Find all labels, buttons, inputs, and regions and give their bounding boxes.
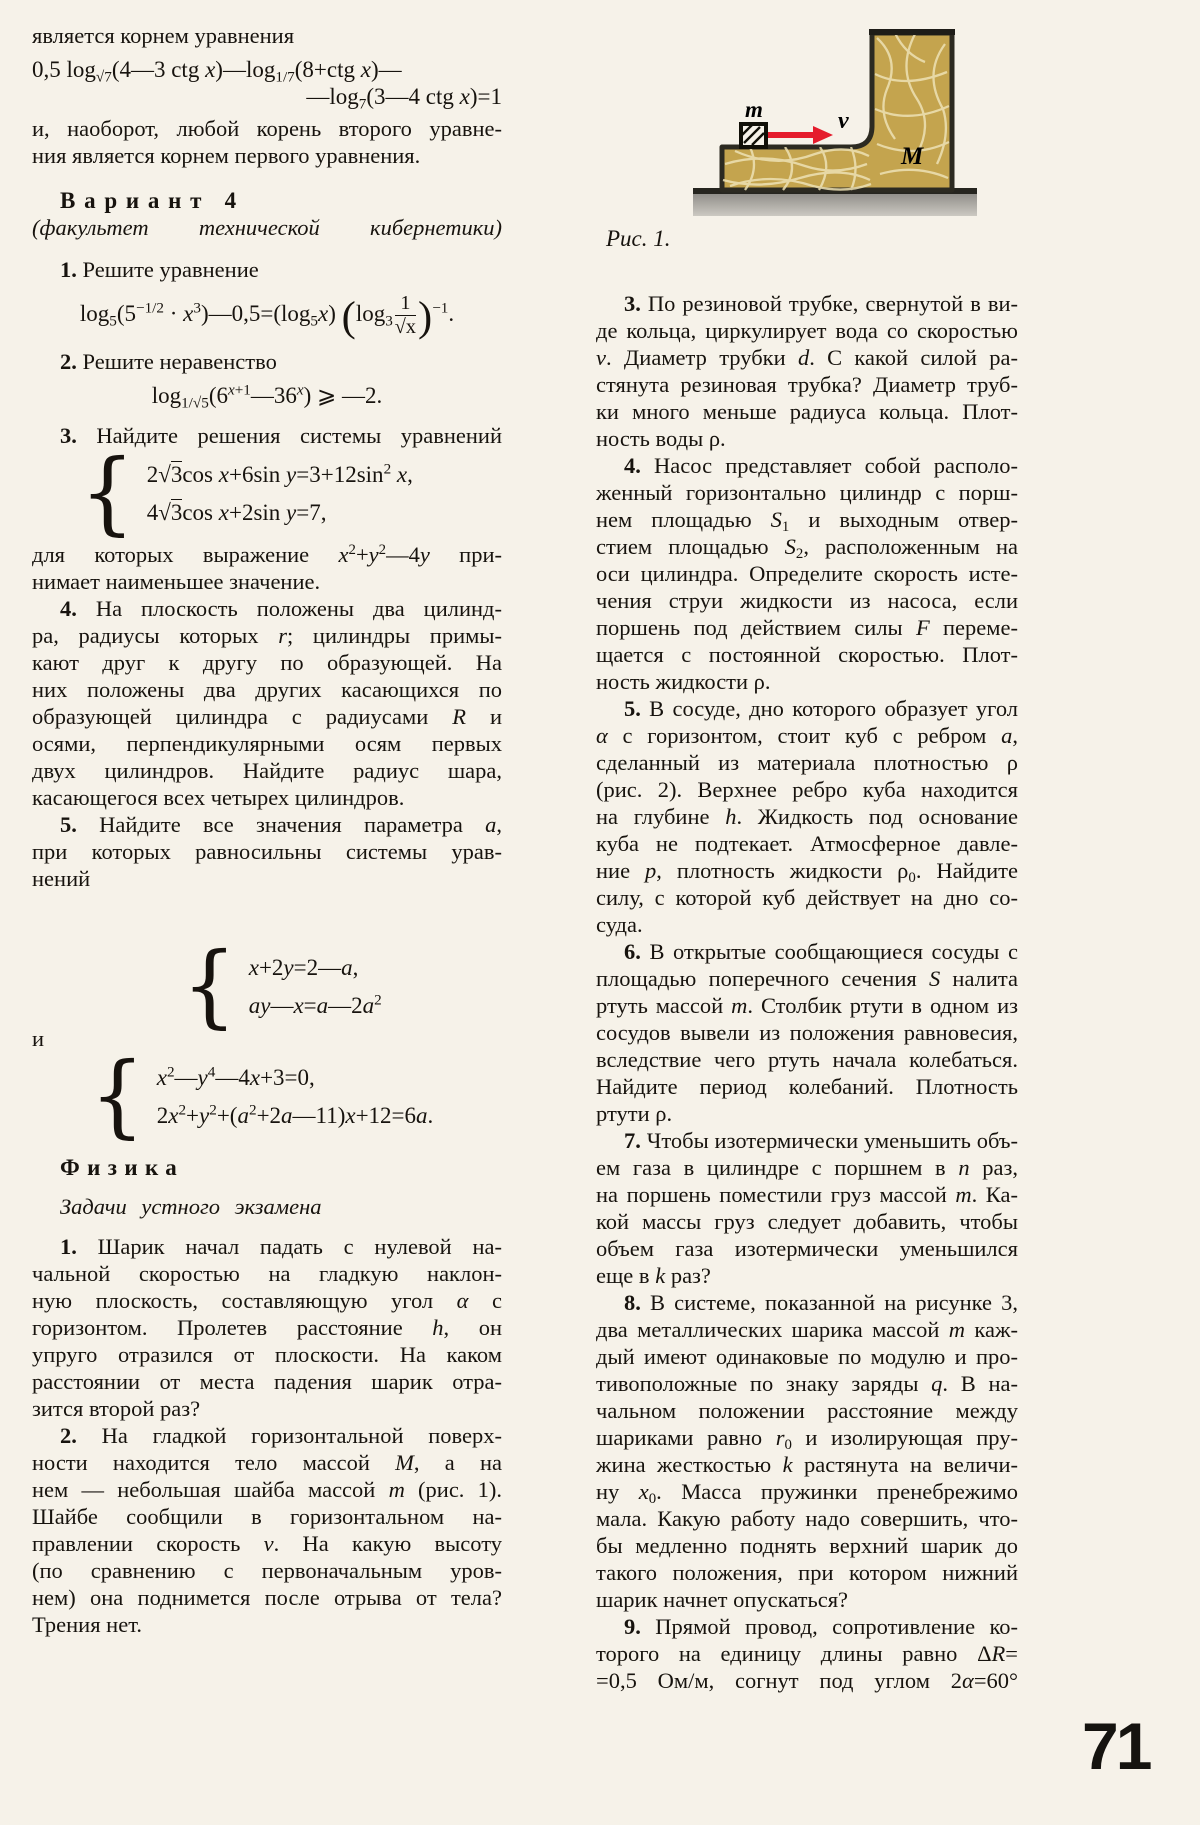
text-line: и, наоборот, любой корень второго уравне- bbox=[32, 116, 502, 141]
text-line: куба не подтекает. Атмосферное давле- bbox=[596, 831, 1018, 856]
text-line: 1. Шарик начал падать с нулевой на- bbox=[60, 1233, 502, 1259]
label-large-mass: M bbox=[901, 143, 924, 170]
text-block bbox=[32, 382, 502, 412]
equation-system bbox=[90, 1043, 502, 1149]
text-block bbox=[596, 290, 1018, 452]
text-line: 8. В системе, показанной на рисунке 3, bbox=[624, 1290, 1018, 1315]
text-block bbox=[596, 938, 1018, 1127]
system-brace: { bbox=[90, 1043, 145, 1149]
text-line: 0,5 $\log_{√7}(4—3$ ctg $x)—\log_{1/7}(8+ctg$ x)— bbox=[32, 57, 402, 86]
text-line: оси цилиндра. Определите скорость исте- bbox=[596, 561, 1018, 586]
figure-1 bbox=[655, 14, 995, 220]
text-line: при которых равносильны системы урав- bbox=[32, 838, 502, 864]
figure-caption: Рис. 1. bbox=[606, 226, 671, 251]
text-line: чальном положении расстояние между bbox=[596, 1398, 1018, 1423]
text-line: стянута резиновая трубка? Диаметр труб- bbox=[596, 372, 1018, 397]
text-line: ность воды ρ. bbox=[596, 426, 726, 451]
text-line: Найдите период колебаний. Плотность bbox=[596, 1074, 1018, 1099]
text-line: двух цилиндров. Найдите радиус шара, bbox=[32, 757, 502, 783]
text-line: Физика bbox=[60, 1154, 185, 1180]
text-line: ртути ρ. bbox=[596, 1101, 673, 1126]
text-line: горизонтом. Пролетев расстояние h, он bbox=[32, 1314, 502, 1340]
text-line: 2. Решите неравенство bbox=[60, 349, 277, 375]
text-line: 4. На плоскость положены два цилинд- bbox=[60, 595, 502, 621]
text-line: ную плоскость, составляющую угол α с bbox=[32, 1287, 502, 1313]
page-number: 71 bbox=[1082, 1709, 1150, 1783]
text-line: кой массы груз следует добавить, чтобы bbox=[596, 1209, 1018, 1234]
ground-surface bbox=[693, 193, 977, 216]
text-line: сделанный из материала плотностью ρ bbox=[596, 750, 1018, 775]
text-line: осями, перпендикулярными осям первых bbox=[32, 730, 502, 756]
label-small-mass: m bbox=[745, 97, 763, 122]
text-line: упруго отразился от плоскости. На каком bbox=[32, 1341, 502, 1367]
text-line: 7. Чтобы изотермически уменьшить объ- bbox=[624, 1128, 1018, 1153]
text-line: ки много меньше радиуса кольца. Плот- bbox=[596, 399, 1018, 424]
text-line: тивоположные по знаку заряды q. В на- bbox=[596, 1371, 1019, 1396]
text-line: правлении скорость v. На какую высоту bbox=[32, 1530, 503, 1556]
text-line: дый имеют одинаковые по модулю и про- bbox=[596, 1344, 1018, 1369]
text-line: щается с постоянной скоростью. Плот- bbox=[596, 642, 1018, 667]
text-line: площадью поперечного сечения S налита bbox=[596, 966, 1018, 991]
text-line: нем — небольшая шайба массой m (рис. 1). bbox=[32, 1476, 503, 1502]
text-line: кают друг к другу по образующей. На bbox=[32, 649, 502, 675]
text-line: объем газа изотермически уменьшился bbox=[596, 1236, 1018, 1261]
text-block bbox=[32, 22, 502, 49]
text-line: образующей цилиндра с радиусами R и bbox=[32, 703, 503, 729]
text-line: суда. bbox=[596, 912, 643, 937]
equation-system bbox=[182, 933, 502, 1039]
text-line: ем газа в цилиндре с поршнем в n раз, bbox=[596, 1155, 1018, 1180]
physics-diagram bbox=[655, 14, 995, 220]
text-line: расстоянии от места падения шарик отра- bbox=[32, 1368, 502, 1394]
text-line: нем) она поднимется после отрыва от тела? bbox=[32, 1584, 502, 1610]
text-block bbox=[32, 1233, 502, 1422]
text-line: α с горизонтом, стоит куб с ребром a, bbox=[596, 723, 1018, 748]
column-top-edge bbox=[869, 29, 955, 35]
text-line: Задачи устного экзамена bbox=[60, 1193, 322, 1219]
text-line: $\log_5(5^{-1/2}$ · $x^3)—0,5=(\log_5x)$ ($\log_3$ $\frac{1}{√x}$ )$^{-1}$. bbox=[79, 292, 455, 341]
text-block bbox=[32, 115, 502, 169]
text-line: шарик начнет опускаться? bbox=[596, 1587, 849, 1612]
text-block bbox=[32, 292, 502, 341]
text-line: чальной скоростью на гладкую наклон- bbox=[32, 1260, 502, 1286]
text-line: сосудов вывели из положения равновесия, bbox=[596, 1020, 1018, 1045]
text-line: на глубине h. Жидкость под основание bbox=[596, 804, 1019, 829]
text-block bbox=[596, 452, 1018, 695]
equation-line: x+2y=2—a, bbox=[248, 954, 359, 980]
text-block bbox=[32, 1193, 502, 1220]
text-line: v. Диаметр трубки d. С какой силой ра- bbox=[596, 345, 1018, 370]
text-line: и bbox=[32, 1026, 45, 1052]
velocity-arrow bbox=[768, 126, 833, 144]
right-column bbox=[596, 290, 1018, 1694]
text-line: касающегося всех четырех цилиндров. bbox=[32, 784, 405, 810]
text-line: $\log_{1/√5}(6^{x+1}—36^x)$ ⩾ —2. bbox=[151, 382, 383, 412]
text-line: силу, с которой куб действует на дно со- bbox=[596, 885, 1018, 910]
equation-system bbox=[80, 440, 502, 546]
text-block bbox=[32, 256, 502, 283]
text-line: де кольца, циркулирует вода со скоростью bbox=[596, 318, 1018, 343]
text-line: 9. Прямой провод, сопротивление ко- bbox=[624, 1614, 1018, 1639]
text-line: вследствие чего ртуть начала колебаться. bbox=[596, 1047, 1018, 1072]
text-block bbox=[32, 1422, 502, 1638]
left-column bbox=[32, 22, 502, 1638]
text-line: торого на единицу длины равно ΔR= bbox=[596, 1641, 1018, 1666]
equation-line: $2x^2+y^2+(a^2+2a—11)x+12=6a$. bbox=[156, 1101, 434, 1128]
text-line: является корнем уравнения bbox=[32, 23, 295, 48]
equation-line: 4√3cos x+2sin y=7, bbox=[146, 500, 327, 526]
text-line: жина жесткостью k растянута на величи- bbox=[596, 1452, 1019, 1477]
text-line: мала. Какую работу надо совершить, что- bbox=[596, 1506, 1018, 1531]
text-line: два металлических шарика массой m каж- bbox=[596, 1317, 1018, 1342]
text-block bbox=[32, 348, 502, 375]
text-line: 5. В сосуде, дно которого образует угол bbox=[624, 696, 1018, 721]
text-block bbox=[596, 1127, 1018, 1289]
text-line: 6. В открытые сообщающиеся сосуды с bbox=[624, 939, 1018, 964]
text-block bbox=[32, 811, 502, 892]
text-line: них положены два других касающихся по bbox=[32, 676, 502, 702]
text-line: 4. Насос представляет собой располо- bbox=[624, 453, 1018, 478]
text-block bbox=[32, 541, 502, 595]
equation-line: $x^2—y^4—4x+3=0$, bbox=[156, 1063, 315, 1090]
text-line: ности находится тело массой M, а на bbox=[32, 1449, 502, 1475]
text-line: стием площадью $S_2$, расположенным на bbox=[596, 534, 1018, 563]
text-line: 3. Найдите решения системы уравнений bbox=[60, 423, 502, 449]
text-block bbox=[32, 214, 502, 241]
text-line: для которых выражение $x^2+y^2—4y$ при- bbox=[32, 541, 503, 567]
text-line: Трения нет. bbox=[32, 1611, 142, 1637]
text-line: нений bbox=[32, 865, 91, 891]
text-line: еще в k раз? bbox=[596, 1263, 711, 1288]
text-line: 1. Решите уравнение bbox=[60, 257, 259, 282]
text-block bbox=[32, 187, 502, 214]
text-line: ну $x_0$. Масса пружинки пренебрежимо bbox=[596, 1479, 1018, 1508]
text-line: (по сравнению с первоначальным уров- bbox=[32, 1557, 502, 1583]
text-line: (факультет технической кибернетики) bbox=[32, 215, 502, 240]
text-line: ность жидкости ρ. bbox=[596, 669, 771, 694]
text-line: ние p, плотность жидкости $\rho_0$. Найдите bbox=[596, 858, 1018, 887]
text-block bbox=[32, 56, 502, 113]
text-line: такого положения, при котором нижний bbox=[596, 1560, 1018, 1585]
equation-line: $ay—x=a—2a^2$ bbox=[248, 991, 382, 1018]
text-line: ния является корнем первого уравнения. bbox=[32, 143, 421, 168]
text-line: шариками равно $r_0$ и изолирующая пру- bbox=[596, 1425, 1018, 1454]
text-line: женный горизонтально цилиндр с порш- bbox=[596, 480, 1018, 505]
text-line: ртуть массой m. Столбик ртути в одном из bbox=[596, 993, 1018, 1018]
text-block bbox=[596, 1613, 1018, 1694]
text-line: на поршень поместили груз массой m. Ка- bbox=[596, 1182, 1018, 1207]
system-brace: { bbox=[182, 933, 237, 1039]
text-block bbox=[596, 695, 1018, 938]
text-line: ра, радиусы которых r; цилиндры примы- bbox=[32, 622, 502, 648]
text-line: чения струи жидкости из насоса, если bbox=[596, 588, 1018, 613]
text-line: =0,5 Ом/м, согнут под углом 2α=60° bbox=[596, 1668, 1018, 1693]
text-line: Вариант 4 bbox=[60, 188, 245, 213]
label-velocity: v bbox=[838, 108, 849, 134]
equation-line: 2√3cos x+6sin $y=3+12\sin^2$ x, bbox=[146, 460, 413, 488]
text-line: 2. На гладкой горизонтальной поверх- bbox=[60, 1422, 502, 1448]
text-line: $—\log_7(3—4$ ctg x)=1 bbox=[306, 84, 502, 113]
text-line: нем площадью $S_1$ и выходным отвер- bbox=[596, 507, 1018, 536]
text-line: (рис. 2). Верхнее ребро куба находится bbox=[596, 777, 1018, 802]
text-line: 3. По резиновой трубке, свернутой в ви- bbox=[624, 291, 1018, 316]
text-line: зится второй раз? bbox=[32, 1395, 201, 1421]
text-block bbox=[32, 595, 502, 811]
text-line: 5. Найдите все значения параметра a, bbox=[60, 811, 502, 837]
text-block bbox=[32, 1154, 502, 1181]
text-line: поршень под действием силы F переме- bbox=[596, 615, 1018, 640]
text-line: бы медленно поднять верхний шарик до bbox=[596, 1533, 1018, 1558]
text-line: нимает наименьшее значение. bbox=[32, 568, 321, 594]
text-line: Шайбе сообщили в горизонтальном на- bbox=[32, 1503, 502, 1529]
text-block bbox=[596, 1289, 1018, 1613]
system-brace: { bbox=[80, 440, 135, 546]
